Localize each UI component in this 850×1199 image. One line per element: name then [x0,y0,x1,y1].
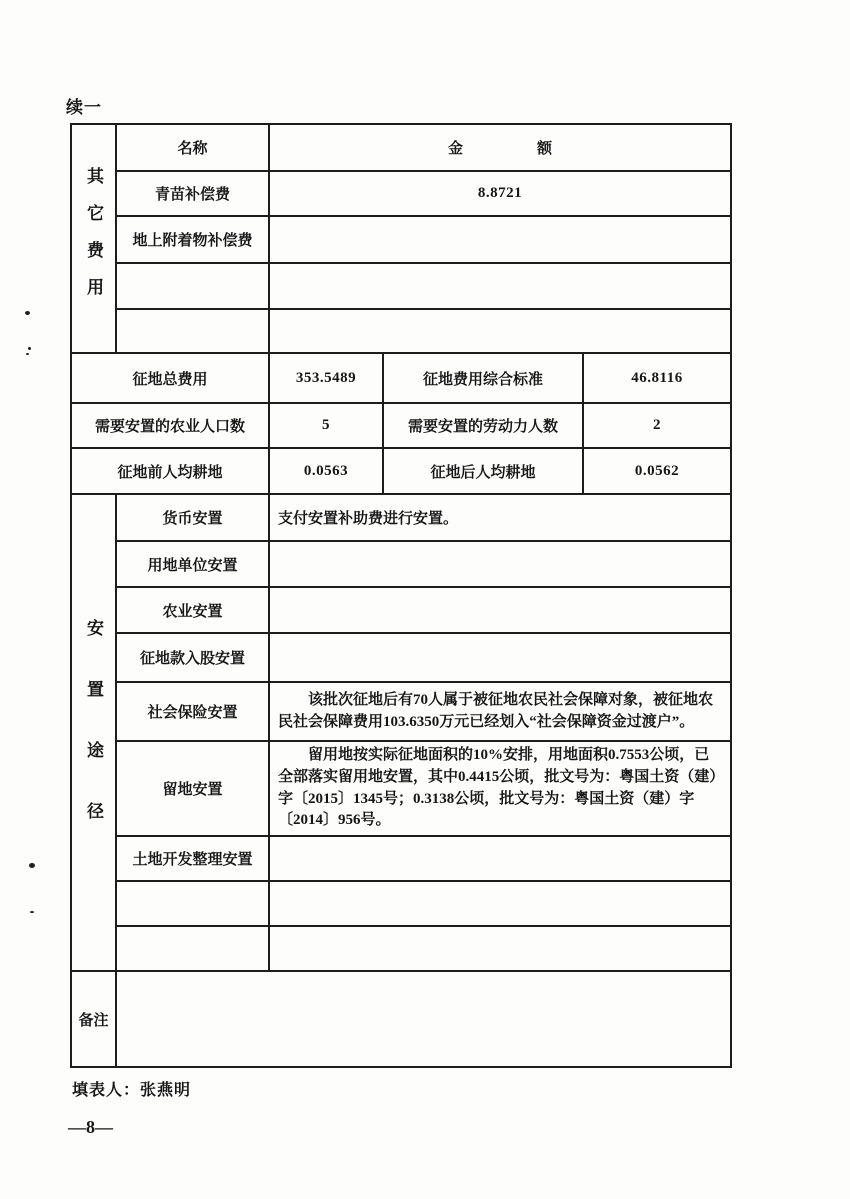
resettlement-section-cell [71,494,116,971]
resettlement-content-cell [269,541,731,587]
fee-amount-cell [269,263,731,309]
table-row [71,448,731,494]
resettlement-name-cell: 货币安置 [116,494,269,541]
form-filler-line: 填表人：张燕明 [72,1082,192,1099]
amount-header-char1: 金 [447,141,463,157]
scan-speck [28,347,31,350]
fee-amount-cell [269,216,731,263]
table-row [71,587,731,633]
fee-name-header: 名称 [116,124,269,171]
other-fees-section-cell [71,124,116,353]
table-row [71,971,731,1067]
summary-label: 需要安置的劳动力人数 [383,403,583,448]
remarks-label-cell: 备注 [71,971,116,1067]
scan-speck [26,353,29,355]
fee-name-cell [116,263,269,309]
summary-value: 0.0562 [583,448,731,494]
table-row [71,741,731,836]
table-row [71,309,731,353]
summary-value: 5 [269,403,383,448]
table-row [71,633,731,682]
resettlement-name-cell: 土地开发整理安置 [116,836,269,881]
table-row [71,926,731,971]
table-row [71,263,731,309]
table-row [71,494,731,541]
table-row [71,881,731,926]
resettlement-content-cell: 该批次征地后有70人属于被征地农民社会保障对象，被征地农民社会保障费用103.6350万元已经划入“社会保障资金过渡户”。 [269,682,731,741]
table-row [71,124,731,171]
fee-amount-header [269,124,731,171]
resettlement-name-cell: 社会保险安置 [116,682,269,741]
scan-speck [29,863,35,868]
resettlement-content-cell [269,926,731,971]
summary-value: 46.8116 [583,353,731,403]
resettlement-content-cell [269,587,731,633]
table-row [71,682,731,741]
summary-label: 征地费用综合标准 [383,353,583,403]
resettlement-content-cell: 留用地按实际征地面积的10%安排，用地面积0.7553公顷，已全部落实留用地安置，其中0.4415公顷，批文号为：粤国土资（建）字〔2015〕1345号；0.3138公顷，批文号为：粤国土资（建）字〔2014〕956号。 [269,741,731,836]
fee-amount-cell: 8.8721 [269,171,731,216]
land-expropriation-table [70,123,732,1068]
summary-value: 2 [583,403,731,448]
resettlement-content-cell: 支付安置补助费进行安置。 [269,494,731,541]
table-row [71,216,731,263]
table-row [71,403,731,448]
summary-value: 0.0563 [269,448,383,494]
resettlement-name-cell: 留地安置 [116,741,269,836]
amount-header-char2: 额 [537,141,553,157]
summary-value: 353.5489 [269,353,383,403]
fee-amount-cell [269,309,731,353]
summary-label: 征地后人均耕地 [383,448,583,494]
summary-label: 征地前人均耕地 [71,448,269,494]
resettlement-name-cell [116,881,269,926]
scan-speck [30,911,34,913]
resettlement-name-cell: 用地单位安置 [116,541,269,587]
resettlement-content-cell [269,633,731,682]
continuation-label: 续一 [66,98,102,117]
table-row [71,836,731,881]
fee-name-cell: 青苗补偿费 [116,171,269,216]
resettlement-content-cell [269,881,731,926]
table-row [71,171,731,216]
other-fees-section-label: 其它费用 [84,167,103,315]
resettlement-name-cell [116,926,269,971]
fee-name-cell [116,309,269,353]
summary-label: 征地总费用 [71,353,269,403]
resettlement-name-cell: 农业安置 [116,587,269,633]
fee-name-cell: 地上附着物补偿费 [116,216,269,263]
resettlement-name-cell: 征地款入股安置 [116,633,269,682]
page-number: —8— [68,1117,113,1137]
scan-speck [25,311,30,315]
table-row [71,541,731,587]
table-row [71,353,731,403]
remarks-content-cell [116,971,731,1067]
resettlement-section-label: 安置途径 [84,619,103,863]
resettlement-content-cell [269,836,731,881]
summary-label: 需要安置的农业人口数 [71,403,269,448]
